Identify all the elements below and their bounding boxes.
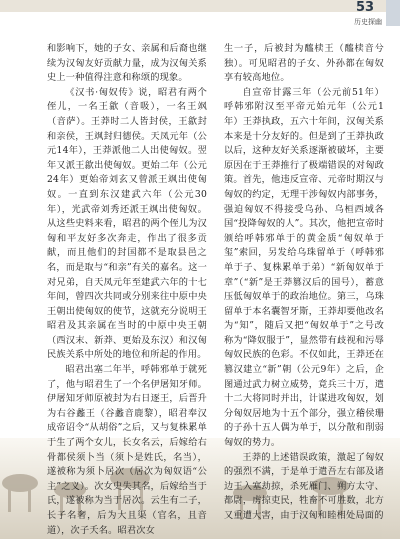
section-label: 历史探幽 <box>354 18 382 26</box>
corner-mark <box>386 0 400 26</box>
left-text-column <box>47 42 207 538</box>
paragraph: 王莽的上述错误政策，激起了匈奴的强烈不满，于是单于遣吾左右部及诸边王入塞劫掠，杀死雁门、朔方太守、都尉，虏掠吏民，牲畜不可胜数，北方又重遭大害，由于汉匈和睦相处局面的 <box>224 451 384 521</box>
paragraph: 自宣帝甘露三年（公元前51年）呼韩邪附汉至平帝元始元年（公元1年）王莽执政，五六十年间，汉匈关系本来是十分友好的。但是到了王莽执政以后，这种友好关系逐渐被破坏，主要原因在于王莽推行了极端错误的对匈政策。首先，他违反宣帝、元帝时期汉与匈奴的约定，无理干涉匈奴内部事务，强迫匈奴不得接受乌孙、乌桓西域各国“投降匈奴的人”。其次，他把宣帝时颁给呼韩邪单于的黄金质“匈奴单于玺”索回，另发给乌珠留单于（呼韩邪单于子、复株累单于弟）“新匈奴单于章”（“新”是王莽篡汉后的国号），蓄意压低匈奴单于的政治地位。第三，乌珠留单于本名囊智牙斯，王莽却要他改名为“知”，随后又把“匈奴单于”之号改称为“降奴服于”，显然带有歧视和污辱匈奴民族的色彩。不仅如此，王莽还在篡汉建立“新”朝（公元9年）之后，企图通过武力树立威势，竟兵三十万，遣十二大将同时并出，计谋进攻匈奴，划分匈奴居地为十五个部分，强立稽侯珊的子孙十五人偶为单于，以分散和削弱匈奴的势力。 <box>224 86 384 449</box>
header-band <box>0 0 400 12</box>
paragraph: 《汉书·匈奴传》说，昭君有两个侄儿，一名王歙（音吸），一名王飒（音萨）。王莽时二人皆封侯，王歙封和亲侯，王飒封归德侯。天凤元年（公元14年），王莽派他二人出使匈奴。翌年又派王歙出使匈奴。更始二年（公元24年）更始帝刘玄又曾派王飒出使匈奴。一直到东汉建武六年（公元30年），光武帝刘秀还派王飒出使匈奴。从这些史料来看，昭君的两个侄儿为汉匈和平友好多次奔走，作出了很多贡献，而且他们的封国都不是取县邑之名，而是取与“和亲”有关的嘉名。这一对兄弟，自天凤元年至建武六年的十七年间，曾四次共同或分别来往中原中央王朝出使匈奴的使节，这就充分说明王昭君及其亲属在当时的中原中央王朝（西汉末、新莽、更始及东汉）和汉匈民族关系中所处的地位和所起的作用。 <box>47 86 207 361</box>
page-number: 53 <box>356 0 375 15</box>
paragraph: 生一子，后被封为醯椟王（醯椟音兮独）。可见昭君的子女、外孙都在匈奴享有较高地位。 <box>224 43 384 84</box>
paragraph: 昭君出塞二年半，呼韩邪单于就死了，他与昭君生了一个名伊屠知牙师。伊屠知牙师原被封为右日逐王，后晋升为右谷蠡王（谷蠡音鹿黎），昭君奉汉成帝诏令“从胡俗”之后，又与复株累单于生了两个女儿，长女名云，后嫁给右骨都侯须卜当（须卜是姓氏，名当），遂被称为须卜居次（居次为匈奴语“公主”之义）。次女史失其名，后嫁给当于氏，遂被称为当于居次。云生有二子，长子名奢，后为大且渠（官名，且音道），次子夭名。昭君次女 <box>47 364 207 536</box>
paragraph: 和影响下，她的子女、亲属和后裔也继续为汉匈友好贡献力量，成为汉匈关系史上一种值得注意和称颂的现象。 <box>47 43 207 84</box>
right-text-column <box>224 42 384 524</box>
